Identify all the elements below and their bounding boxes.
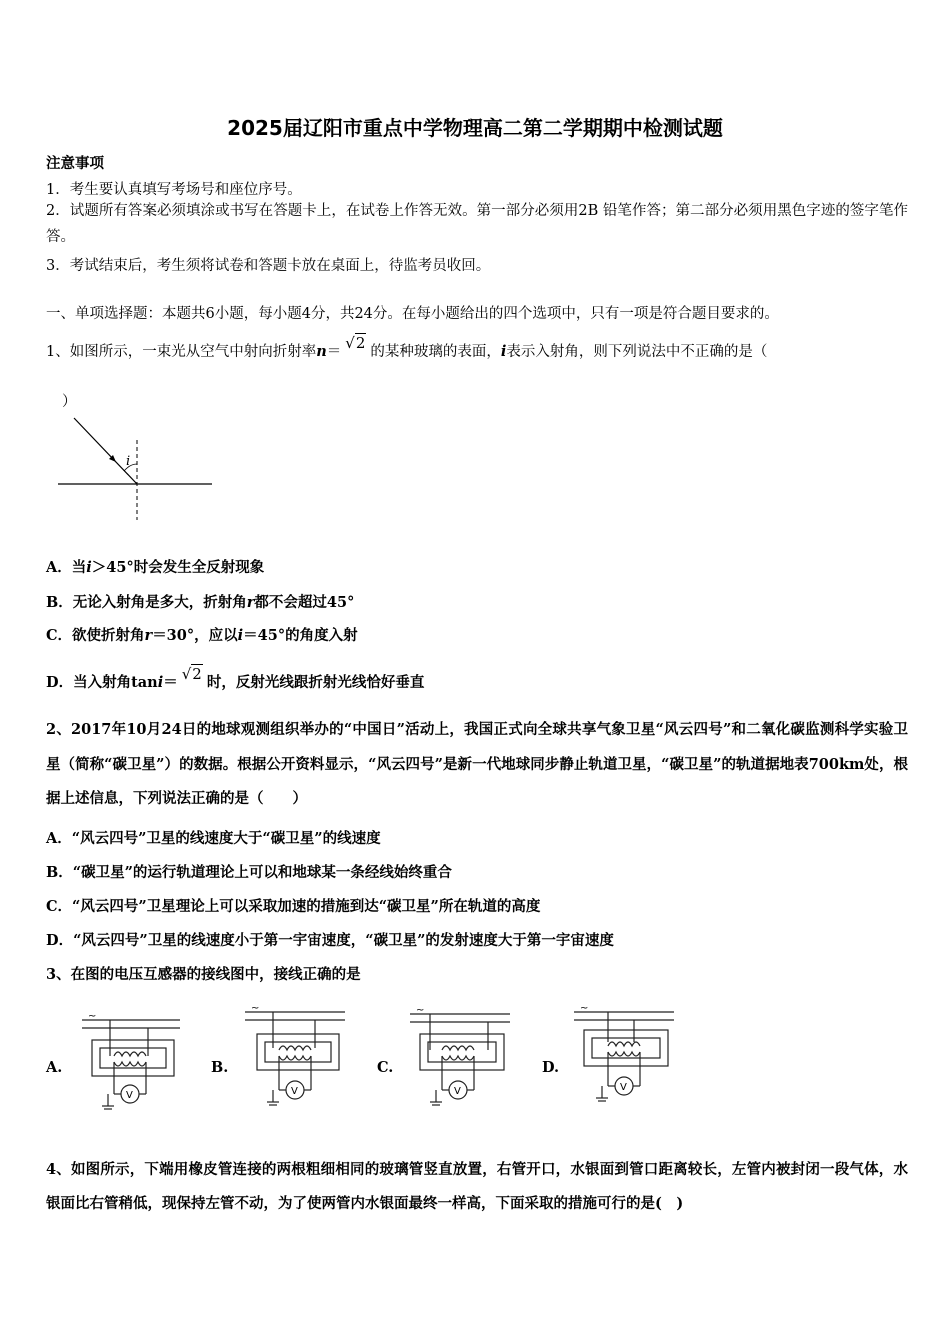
sqrt-symbol: √2 bbox=[345, 334, 366, 352]
q3-circuit-c bbox=[408, 1004, 514, 1112]
notice-item-3: 3．考试结束后，考生须将试卷和答题卡放在桌面上，待监考员收回。 bbox=[46, 258, 491, 274]
section-heading: 一、单项选择题：本题共6小题，每小题4分，共24分。在每小题给出的四个选项中，只有一项是符合题目要求的。 bbox=[46, 306, 779, 322]
q1-option-d: D．当入射角tani＝ √2 时，反射光线跟折射光线恰好垂直 bbox=[46, 665, 425, 691]
svg-text:~: ~ bbox=[416, 1005, 425, 1016]
q1-close-paren: ） bbox=[62, 394, 77, 410]
q2-option-b: B．“碳卫星”的运行轨道理论上可以和地球某一条经线始终重合 bbox=[46, 864, 452, 881]
q3-stem: 3、在图的电压互感器的接线图中，接线正确的是 bbox=[46, 966, 361, 983]
svg-text:V: V bbox=[454, 1086, 461, 1097]
notice-heading: 注意事项 bbox=[46, 155, 104, 172]
q1-stem: 1、如图所示，一束光从空气中射向折射率n＝ √2 的某种玻璃的表面，i表示入射角，则下列说法中不正确的是（ bbox=[46, 334, 768, 360]
svg-text:V: V bbox=[620, 1082, 627, 1093]
q1-option-c: C．欲使折射角r＝30°，应以i＝45°的角度入射 bbox=[46, 627, 358, 644]
q2-option-c: C．“风云四号”卫星理论上可以采取加速的措施到达“碳卫星”所在轨道的高度 bbox=[46, 898, 541, 915]
q2-option-a: A．“风云四号”卫星的线速度大于“碳卫星”的线速度 bbox=[46, 830, 381, 847]
notice-item-2: 2．试题所有答案必须填涂或书写在答题卡上，在试卷上作答无效。第一部分必须用2B 铅笔作答；第二部分必须用黑色字迹的签字笔作答。 bbox=[46, 203, 908, 245]
q3-choice-d-label: D. bbox=[542, 1059, 560, 1076]
q1-refraction-figure bbox=[54, 410, 218, 525]
q3-circuit-d bbox=[572, 1002, 678, 1114]
q3-choice-b-label: B. bbox=[211, 1059, 229, 1076]
exam-title: 2025届辽阳市重点中学物理高二第二学期期中检测试题 bbox=[227, 116, 723, 140]
q2-stem: 2、2017年10月24日的地球观测组织举办的“中国日”活动上，我国正式向全球共享气象卫星“风云四号”和二氧化碳监测科学实验卫星（简称“碳卫星”）的数据。根据公开资料显示，“风云四号”是新一代地球同步静止轨道卫星，“碳卫星”的轨道据地表700km处，根据上述信息，下列说法正确的是（ ） bbox=[46, 721, 908, 807]
svg-text:~: ~ bbox=[88, 1011, 97, 1022]
q1-option-b: B．无论入射角是多大，折射角r都不会超过45° bbox=[46, 594, 355, 611]
incident-ray bbox=[74, 418, 137, 484]
svg-text:V: V bbox=[291, 1086, 298, 1097]
q1-option-a: A．当i＞45°时会发生全反射现象 bbox=[46, 559, 265, 576]
q2-option-d: D．“风云四号”卫星的线速度小于第一宇宙速度，“碳卫星”的发射速度大于第一宇宙速度 bbox=[46, 932, 614, 949]
svg-text:V: V bbox=[126, 1090, 133, 1101]
angle-label: i bbox=[126, 454, 131, 469]
q3-circuit-a bbox=[80, 1010, 184, 1114]
notice-item-1: 1．考生要认真填写考场号和座位序号。 bbox=[46, 182, 302, 198]
sqrt-symbol: √2 bbox=[181, 665, 202, 683]
q3-circuit-b bbox=[243, 1002, 349, 1112]
q3-choice-a-label: A. bbox=[46, 1059, 63, 1076]
q3-choice-c-label: C. bbox=[377, 1059, 394, 1076]
q4-stem: 4、如图所示，下端用橡皮管连接的两根粗细相同的玻璃管竖直放置，右管开口，水银面到管口距离较长，左管内被封闭一段气体，水银面比右管稍低，现保持左管不动，为了使两管内水银面最终一样高，下面采取的措施可行的是( ) bbox=[46, 1161, 908, 1212]
svg-text:~: ~ bbox=[251, 1003, 260, 1014]
svg-text:~: ~ bbox=[580, 1003, 589, 1014]
